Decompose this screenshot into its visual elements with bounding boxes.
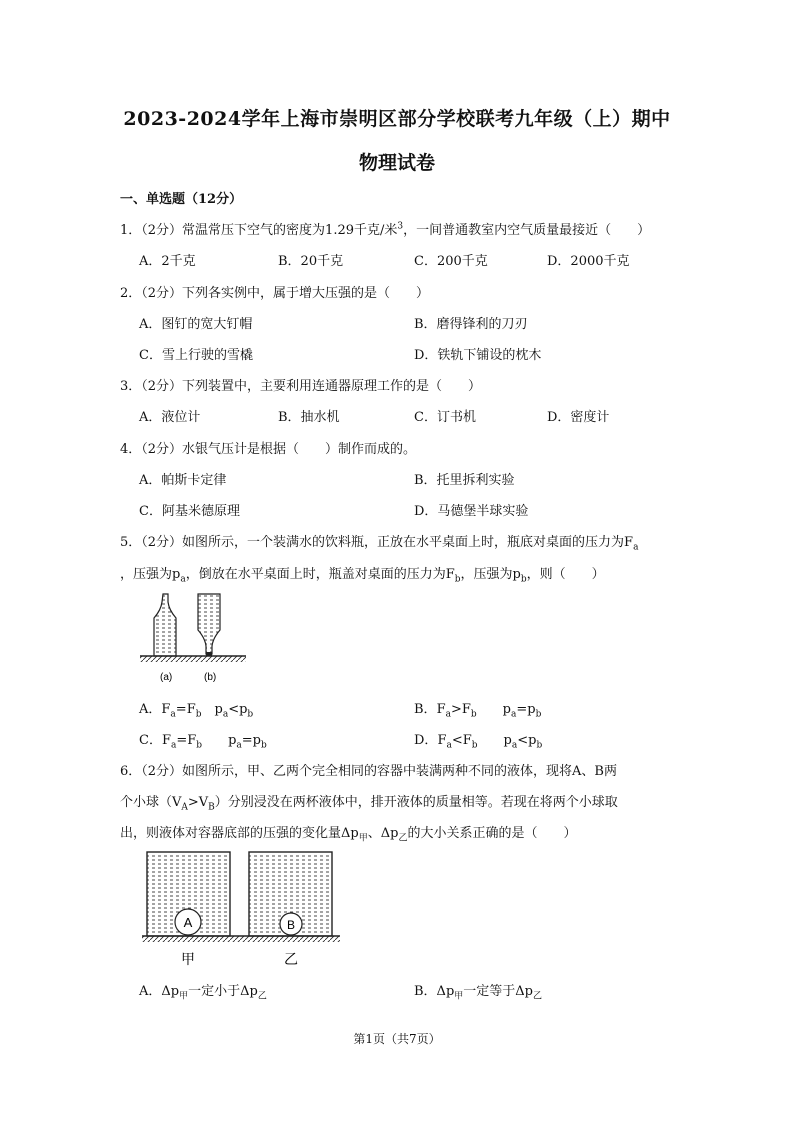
q6-option-b: B．$\Delta p_甲$一定等于$\Delta p_乙$ — [414, 984, 543, 1002]
label-jia: 甲 — [181, 952, 195, 968]
q5-option-b: B．$F_a>F_b$ $p_a=p_b$ — [414, 702, 542, 720]
ground-hatch — [142, 936, 340, 942]
exam-title: 2023-2024学年上海市崇明区部分学校联考九年级（上）期中 — [123, 108, 671, 130]
q5-option-c: C．$F_a=F_b$ $p_a=p_b$ — [139, 733, 267, 751]
q1-option-d: D．2000千克 — [547, 254, 630, 269]
bottles-figure — [138, 590, 248, 686]
figure-label-b: (b) — [204, 672, 217, 683]
question-5-line-1: 5．（2分）如图所示，一个装满水的饮料瓶，正放在水平桌面上时，瓶底对桌面的压力为$F_a$ — [120, 535, 639, 553]
question-5-line-2: ，压强为$p_a$，倒放在水平桌面上时，瓶盖对桌面的压力为$F_b$，压强为$p_b$，则（ ） — [120, 567, 605, 585]
containers-figure — [140, 850, 345, 970]
question-3-stem: 3．（2分）下列装置中，主要利用连通器原理工作的是（ ） — [120, 379, 482, 394]
q2-option-a: A．图钉的宽大钉帽 — [139, 317, 253, 332]
q3-option-b: B．抽水机 — [278, 410, 340, 425]
page-footer: 第1页（共7页） — [353, 1032, 441, 1046]
question-6-line-3: 出，则液体对容器底部的压强的变化量$\Delta p_甲$、$\Delta p_乙$的大小关系正确的是（ ） — [120, 826, 577, 844]
bottle-a — [154, 594, 176, 656]
ball-b-label: B — [286, 918, 296, 932]
q1-option-a: A．2千克 — [139, 254, 196, 269]
q1-option-b: B．20千克 — [278, 254, 344, 269]
q1-option-c: C．200千克 — [414, 254, 488, 269]
q4-option-a: A．帕斯卡定律 — [139, 473, 227, 488]
figure-label-a: (a) — [160, 672, 173, 683]
label-yi: 乙 — [284, 952, 298, 968]
q2-option-c: C．雪上行驶的雪橇 — [139, 348, 253, 363]
q4-option-c: C．阿基米德原理 — [139, 504, 240, 519]
q4-option-d: D．马德堡半球实验 — [414, 504, 529, 519]
ball-a-label: A — [183, 915, 193, 930]
q5-option-a: A．$F_a=F_b$ $p_a<p_b$ — [139, 702, 254, 720]
q6-option-a: A．$\Delta p_甲$一定小于$\Delta p_乙$ — [139, 984, 267, 1002]
bottle-b — [198, 594, 220, 654]
question-2-stem: 2．（2分）下列各实例中，属于增大压强的是（ ） — [120, 286, 430, 301]
question-6-line-2: 个小球$(V_A>V_B)$分别浸没在两杯液体中，排开液体的质量相等。若现在将两个小球取 — [120, 795, 618, 813]
q3-option-a: A．液位计 — [139, 410, 201, 425]
q2-option-d: D．铁轨下铺设的枕木 — [414, 348, 542, 363]
exam-subtitle: 物理试卷 — [358, 152, 435, 174]
question-1-stem: 1．（2分）常温常压下空气的密度为1.29千克/米$^3$，一间普通教室内空气质量最接近（ ） — [120, 221, 651, 238]
q3-option-d: D．密度计 — [547, 410, 610, 425]
q3-option-c: C．订书机 — [414, 410, 476, 425]
question-6-line-1: 6．（2分）如图所示，甲、乙两个完全相同的容器中装满两种不同的液体，现将A、B两 — [120, 764, 617, 779]
question-4-stem: 4．（2分）水银气压计是根据（ ）制作而成的。 — [120, 442, 417, 457]
table-hatch — [140, 656, 246, 662]
q5-option-d: D．$F_a<F_b$ $p_a<p_b$ — [414, 733, 543, 751]
section-heading: 一、单选题（12分） — [120, 192, 243, 207]
q4-option-b: B．托里拆利实验 — [414, 473, 515, 488]
q2-option-b: B．磨得锋利的刀刃 — [414, 317, 528, 332]
